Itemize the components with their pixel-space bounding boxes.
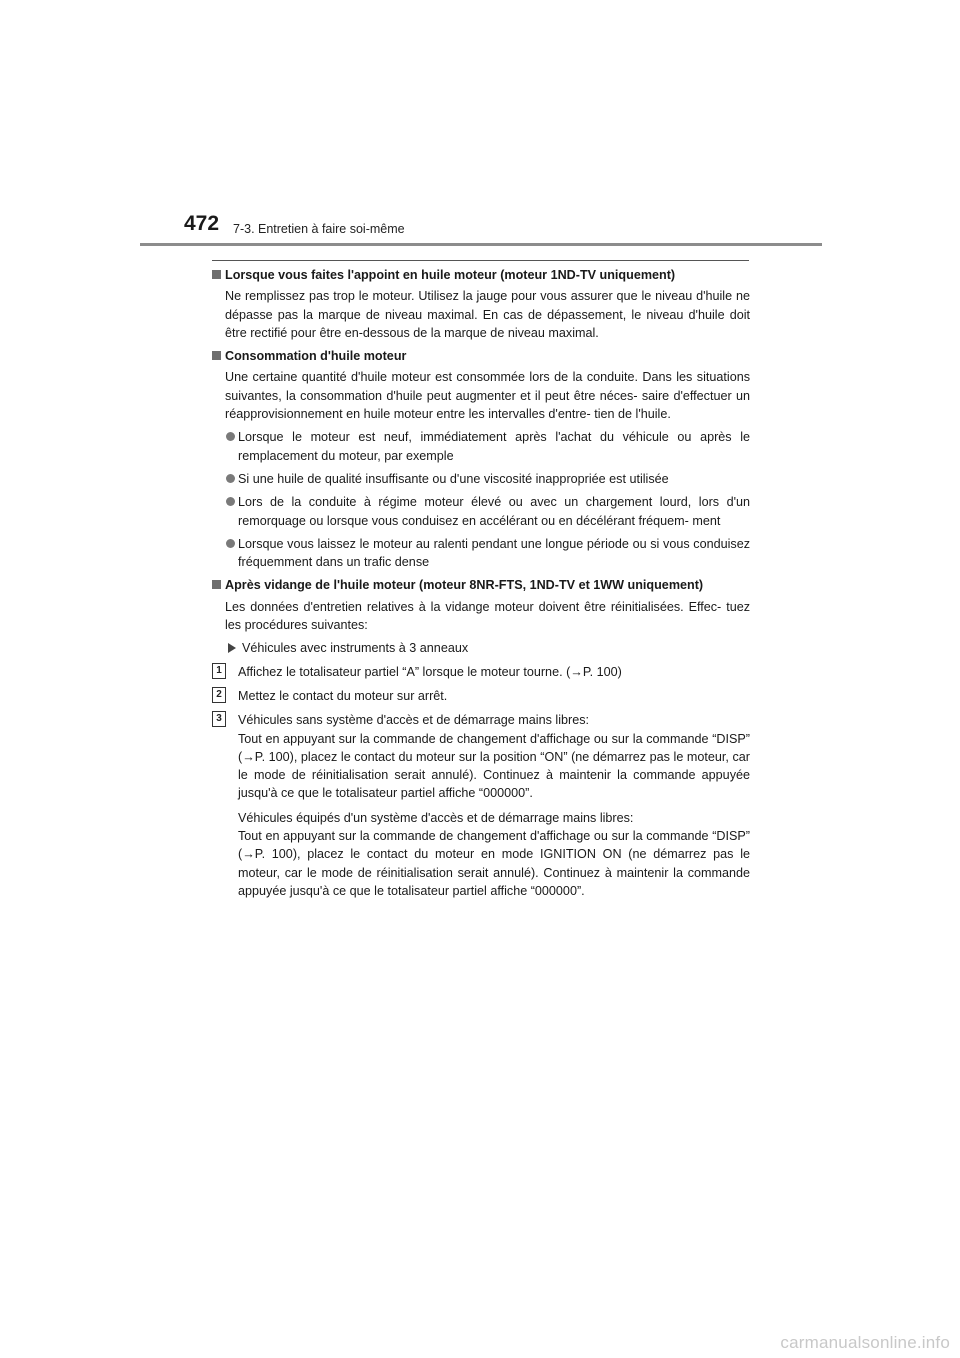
step-text: Affichez le totalisateur partiel “A” lorsque le moteur tourne. (→P. 100): [238, 664, 622, 679]
step-item: [212, 711, 750, 802]
section-title: Après vidange de l'huile moteur (moteur 8NR-FTS, 1ND-TV et 1WW uniquement): [225, 578, 704, 593]
header-rule: [140, 243, 822, 246]
round-bullet-icon: [226, 539, 235, 548]
section-body: Une certaine quantité d'huile moteur est consommée lors de la conduite. Dans les situations suivantes, la consommation d'huile peut augmenter et il peut être néces- saire d'effectuer un réapprovisionnement en huile moteur entre les intervalles d'entre- tien de l'huile.: [225, 370, 750, 422]
list-item: [212, 493, 750, 530]
step-number-badge: 3: [212, 711, 226, 727]
page-number: 472: [184, 212, 220, 235]
step-text: Tout en appuyant sur la commande de changement d'affichage ou sur la commande “DISP” (→P. 100), placez le contact du moteur en mode IGNITION ON (ne démarrez pas le moteur, car le mode de réinitialisation serait annulé). Continuez à maintenir la commande appuyée jusqu'à ce que le totalisateur partiel affiche “000000”.: [238, 829, 750, 898]
step-number-badge: 1: [212, 663, 226, 679]
square-bullet-icon: [212, 351, 221, 360]
step-continuation: [212, 809, 750, 900]
step-title: Véhicules équipés d'un système d'accès et de démarrage mains libres:: [238, 810, 634, 825]
list-item: [212, 470, 750, 488]
vehicle-type-subheading: [212, 639, 750, 657]
list-item: [212, 428, 750, 465]
section-heading: [212, 576, 750, 594]
list-item-text: Lors de la conduite à régime moteur élevé ou avec un chargement lourd, lors d'un remorquage ou lorsque vous conduisez en accélérant ou en décélérant fréquem- ment: [238, 495, 750, 528]
square-bullet-icon: [212, 270, 221, 279]
list-item-text: Lorsque vous laissez le moteur au ralenti pendant une longue période ou si vous conduisez fréquemment dans un trafic dense: [238, 536, 750, 570]
step-text: Mettez le contact du moteur sur arrêt.: [238, 688, 448, 703]
list-item: [212, 535, 750, 572]
section-heading: [212, 266, 750, 284]
round-bullet-icon: [226, 497, 235, 506]
step-title: Véhicules sans système d'accès et de démarrage mains libres:: [238, 713, 589, 728]
section-title: Lorsque vous faites l'appoint en huile moteur (moteur 1ND-TV uniquement): [225, 268, 676, 282]
step-text: Tout en appuyant sur la commande de changement d'affichage ou sur la commande “DISP” (→P. 100), placez le contact du moteur sur la position “ON” (ne démarrez pas le moteur, car le mode de réinitialisation serait annulé). Continuez à maintenir la commande appuyée jusqu'à ce que le totalisateur partiel affiche “000000”.: [238, 731, 750, 801]
round-bullet-icon: [226, 432, 235, 441]
watermark: carmanualsonline.info: [780, 1333, 950, 1352]
section-body: Ne remplissez pas trop le moteur. Utilisez la jauge pour vous assurer que le niveau d'huile ne dépasse pas la marque de niveau maximal. En cas de dépassement, le niveau d'huile doit être rectifié pour être en-dessous de la marque de niveau maximal.: [225, 289, 750, 340]
section-body: Les données d'entretien relatives à la vidange moteur doivent être réinitialisées. Effec- tuez les procédures suivantes:: [225, 599, 750, 633]
content-rule: [212, 260, 749, 261]
section-heading: [212, 347, 750, 365]
step-item: [212, 687, 750, 705]
arrow-right-icon: [228, 643, 236, 653]
page-content: [212, 266, 750, 906]
step-item: [212, 663, 750, 681]
list-item-text: Lorsque le moteur est neuf, immédiatement après l'achat du véhicule ou après le remplacement du moteur, par exemple: [238, 430, 750, 463]
subheading-text: Véhicules avec instruments à 3 anneaux: [242, 641, 469, 656]
square-bullet-icon: [212, 580, 221, 589]
step-number-badge: 2: [212, 687, 226, 703]
list-item-text: Si une huile de qualité insuffisante ou d'une viscosité inappropriée est utilisée: [238, 471, 669, 486]
section-title: Consommation d'huile moteur: [225, 349, 407, 364]
round-bullet-icon: [226, 474, 235, 483]
chapter-title: 7-3. Entretien à faire soi-même: [233, 222, 405, 236]
